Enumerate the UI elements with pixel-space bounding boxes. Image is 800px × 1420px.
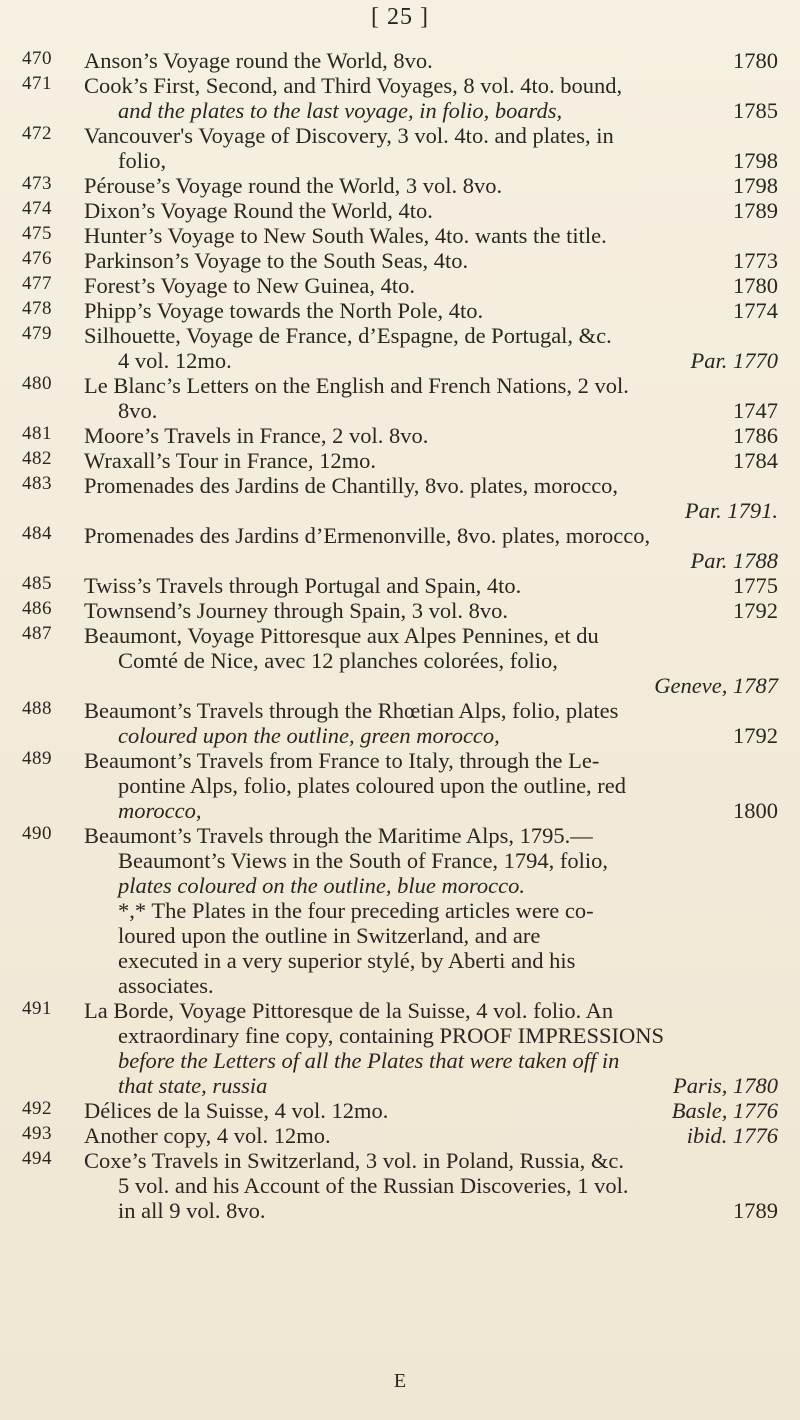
- entry-line: [0, 1148, 800, 1173]
- catalogue-entry: [0, 123, 800, 173]
- entry-line: [0, 848, 800, 873]
- entry-date: ibid. 1776: [686, 1123, 778, 1148]
- entry-number: 483: [22, 473, 52, 494]
- entry-number: 490: [22, 823, 52, 844]
- entry-text: Délices de la Suisse, 4 vol. 12mo.: [84, 1098, 389, 1123]
- entry-line: [0, 173, 800, 198]
- entry-text: executed in a very superior stylé, by Aberti and his: [118, 948, 576, 973]
- catalogue-entry: [0, 248, 800, 273]
- catalogue-entry: [0, 223, 800, 248]
- entry-date: 1775: [733, 573, 778, 598]
- entry-line: [0, 323, 800, 348]
- entry-number: 494: [22, 1148, 52, 1169]
- catalogue-entry: [0, 323, 800, 373]
- entry-line: [0, 1198, 800, 1223]
- entry-date: 1780: [733, 48, 778, 73]
- entry-number: 492: [22, 1098, 52, 1119]
- entry-text: Silhouette, Voyage de France, d’Espagne, de Portugal, &c.: [84, 323, 612, 348]
- entry-text: Promenades des Jardins de Chantilly, 8vo. plates, morocco,: [84, 473, 619, 498]
- entry-number: 486: [22, 598, 52, 619]
- entry-line: [0, 198, 800, 223]
- catalogue-entry: [0, 73, 800, 123]
- entry-text: in all 9 vol. 8vo.: [118, 1198, 266, 1223]
- entry-number: 481: [22, 423, 52, 444]
- catalogue-entries: [0, 48, 800, 1223]
- entry-line: [0, 98, 800, 123]
- entry-date: Par. 1791.: [684, 498, 778, 523]
- entry-number: 472: [22, 123, 52, 144]
- catalogue-entry: [0, 473, 800, 523]
- entry-line: [0, 1023, 800, 1048]
- catalogue-entry: [0, 598, 800, 623]
- entry-text: Beaumont’s Travels through the Maritime Alps, 1795.—: [84, 823, 593, 848]
- entry-line: [0, 373, 800, 398]
- entry-date: 1798: [733, 173, 778, 198]
- entry-text: Forest’s Voyage to New Guinea, 4to.: [84, 273, 416, 298]
- entry-line: [0, 998, 800, 1023]
- entry-line: [0, 1048, 800, 1073]
- entry-date: 1789: [733, 1198, 778, 1223]
- entry-line: [0, 298, 800, 323]
- catalogue-entry: [0, 273, 800, 298]
- entry-line: [0, 273, 800, 298]
- entry-text: 8vo.: [118, 398, 158, 423]
- entry-number: 470: [22, 48, 52, 69]
- entry-text: Parkinson’s Voyage to the South Seas, 4to.: [84, 248, 469, 273]
- entry-text: Dixon’s Voyage Round the World, 4to.: [84, 198, 433, 223]
- entry-text: Another copy, 4 vol. 12mo.: [84, 1123, 331, 1148]
- entry-line: [0, 1173, 800, 1198]
- entry-line: [0, 448, 800, 473]
- entry-text: Vancouver's Voyage of Discovery, 3 vol. 4to. and plates, in: [84, 123, 614, 148]
- entry-line: [0, 873, 800, 898]
- catalogue-entry: [0, 573, 800, 598]
- entry-text: Beaumont, Voyage Pittoresque aux Alpes Pennines, et du: [84, 623, 599, 648]
- entry-line: [0, 898, 800, 923]
- entry-number: 491: [22, 998, 52, 1019]
- entry-number: 487: [22, 623, 52, 644]
- entry-line: [0, 1123, 800, 1148]
- entry-line: [0, 423, 800, 448]
- entry-line: [0, 798, 800, 823]
- page-number: [ 25 ]: [371, 4, 429, 30]
- entry-line: [0, 223, 800, 248]
- entry-line: [0, 973, 800, 998]
- entry-date: 1747: [733, 398, 778, 423]
- entry-date: 1784: [733, 448, 778, 473]
- entry-number: 475: [22, 223, 52, 244]
- entry-text: Beaumont’s Views in the South of France, 1794, folio,: [118, 848, 609, 873]
- entry-text: loured upon the outline in Switzerland, and are: [118, 923, 541, 948]
- catalogue-entry: [0, 1098, 800, 1123]
- entry-number: 479: [22, 323, 52, 344]
- entry-line: [0, 48, 800, 73]
- catalogue-entry: [0, 1123, 800, 1148]
- entry-text: 4 vol. 12mo.: [118, 348, 232, 373]
- entry-line: [0, 473, 800, 498]
- entry-text: morocco,: [118, 798, 202, 823]
- entry-text: Pérouse’s Voyage round the World, 3 vol. 8vo.: [84, 173, 503, 198]
- entry-text: Townsend’s Journey through Spain, 3 vol. 8vo.: [84, 598, 509, 623]
- entry-text: Wraxall’s Tour in France, 12mo.: [84, 448, 377, 473]
- entry-number: 493: [22, 1123, 52, 1144]
- entry-number: 488: [22, 698, 52, 719]
- catalogue-entry: [0, 998, 800, 1098]
- catalogue-entry: [0, 523, 800, 573]
- entry-line: [0, 573, 800, 598]
- entry-text: Anson’s Voyage round the World, 8vo.: [84, 48, 433, 73]
- entry-text: associates.: [118, 973, 214, 998]
- entry-line: [0, 498, 800, 523]
- entry-text: Beaumont’s Travels from France to Italy, through the Le-: [84, 748, 600, 773]
- entry-number: 485: [22, 573, 52, 594]
- entry-text: pontine Alps, folio, plates coloured upon the outline, red: [118, 773, 627, 798]
- entry-date: 1785: [733, 98, 778, 123]
- entry-line: [0, 673, 800, 698]
- entry-line: [0, 348, 800, 373]
- entry-date: 1773: [733, 248, 778, 273]
- entry-number: 477: [22, 273, 52, 294]
- entry-line: [0, 73, 800, 98]
- catalogue-entry: [0, 823, 800, 998]
- entry-text: Hunter’s Voyage to New South Wales, 4to. wants the title.: [84, 223, 607, 248]
- entry-line: [0, 123, 800, 148]
- entry-text: coloured upon the outline, green morocco,: [118, 723, 500, 748]
- entry-line: [0, 773, 800, 798]
- entry-number: 480: [22, 373, 52, 394]
- entry-text: extraordinary fine copy, containing PROOF IMPRESSIONS: [118, 1023, 664, 1048]
- entry-line: [0, 598, 800, 623]
- entry-text: that state, russia: [118, 1073, 268, 1098]
- entry-line: [0, 823, 800, 848]
- entry-line: [0, 648, 800, 673]
- entry-text: La Borde, Voyage Pittoresque de la Suisse, 4 vol. folio. An: [84, 998, 614, 1023]
- entry-text: Beaumont’s Travels through the Rhœtian Alps, folio, plates: [84, 698, 619, 723]
- catalogue-entry: [0, 298, 800, 323]
- entry-line: [0, 723, 800, 748]
- entry-date: 1798: [733, 148, 778, 173]
- entry-number: 489: [22, 748, 52, 769]
- catalogue-entry: [0, 373, 800, 423]
- entry-text: folio,: [118, 148, 167, 173]
- entry-text: before the Letters of all the Plates that were taken off in: [118, 1048, 620, 1073]
- entry-line: [0, 148, 800, 173]
- catalogue-entry: [0, 48, 800, 73]
- entry-date: 1792: [733, 723, 778, 748]
- entry-line: [0, 748, 800, 773]
- entry-line: [0, 248, 800, 273]
- catalogue-entry: [0, 173, 800, 198]
- entry-text: plates coloured on the outline, blue morocco.: [118, 873, 525, 898]
- entry-date: 1786: [733, 423, 778, 448]
- entry-text: Coxe’s Travels in Switzerland, 3 vol. in Poland, Russia, &c.: [84, 1148, 624, 1173]
- entry-line: [0, 698, 800, 723]
- entry-date: Par. 1770: [690, 348, 778, 373]
- entry-text: and the plates to the last voyage, in folio, boards,: [118, 98, 563, 123]
- entry-number: 474: [22, 198, 52, 219]
- signature-mark: E: [393, 1370, 407, 1392]
- catalogue-entry: [0, 623, 800, 698]
- entry-line: [0, 1073, 800, 1098]
- entry-date: Paris, 1780: [672, 1073, 778, 1098]
- entry-date: 1800: [733, 798, 778, 823]
- catalogue-entry: [0, 748, 800, 823]
- entry-line: [0, 923, 800, 948]
- catalogue-entry: [0, 698, 800, 748]
- entry-text: Moore’s Travels in France, 2 vol. 8vo.: [84, 423, 429, 448]
- entry-text: Phipp’s Voyage towards the North Pole, 4to.: [84, 298, 484, 323]
- entry-text: Comté de Nice, avec 12 planches colorées, folio,: [118, 648, 558, 673]
- entry-date: 1774: [733, 298, 778, 323]
- entry-line: [0, 623, 800, 648]
- entry-line: [0, 1098, 800, 1123]
- catalogue-entry: [0, 423, 800, 448]
- entry-text: Le Blanc’s Letters on the English and French Nations, 2 vol.: [84, 373, 629, 398]
- entry-date: Geneve, 1787: [654, 673, 778, 698]
- entry-text: Twiss’s Travels through Portugal and Spain, 4to.: [84, 573, 522, 598]
- entry-date: 1780: [733, 273, 778, 298]
- entry-number: 484: [22, 523, 52, 544]
- entry-number: 471: [22, 73, 52, 94]
- entry-number: 482: [22, 448, 52, 469]
- catalogue-entry: [0, 1148, 800, 1223]
- entry-text: Promenades des Jardins d’Ermenonville, 8vo. plates, morocco,: [84, 523, 651, 548]
- entry-date: Par. 1788: [690, 548, 778, 573]
- entry-number: 473: [22, 173, 52, 194]
- entry-line: [0, 523, 800, 548]
- entry-line: [0, 398, 800, 423]
- entry-number: 476: [22, 248, 52, 269]
- entry-text: Cook’s First, Second, and Third Voyages, 8 vol. 4to. bound,: [84, 73, 623, 98]
- entry-date: 1792: [733, 598, 778, 623]
- catalogue-entry: [0, 198, 800, 223]
- entry-date: 1789: [733, 198, 778, 223]
- catalogue-entry: [0, 448, 800, 473]
- entry-line: [0, 948, 800, 973]
- entry-text: *,* The Plates in the four preceding articles were co-: [118, 898, 594, 923]
- entry-line: [0, 548, 800, 573]
- entry-date: Basle, 1776: [671, 1098, 778, 1123]
- entry-number: 478: [22, 298, 52, 319]
- entry-text: 5 vol. and his Account of the Russian Discoveries, 1 vol.: [118, 1173, 629, 1198]
